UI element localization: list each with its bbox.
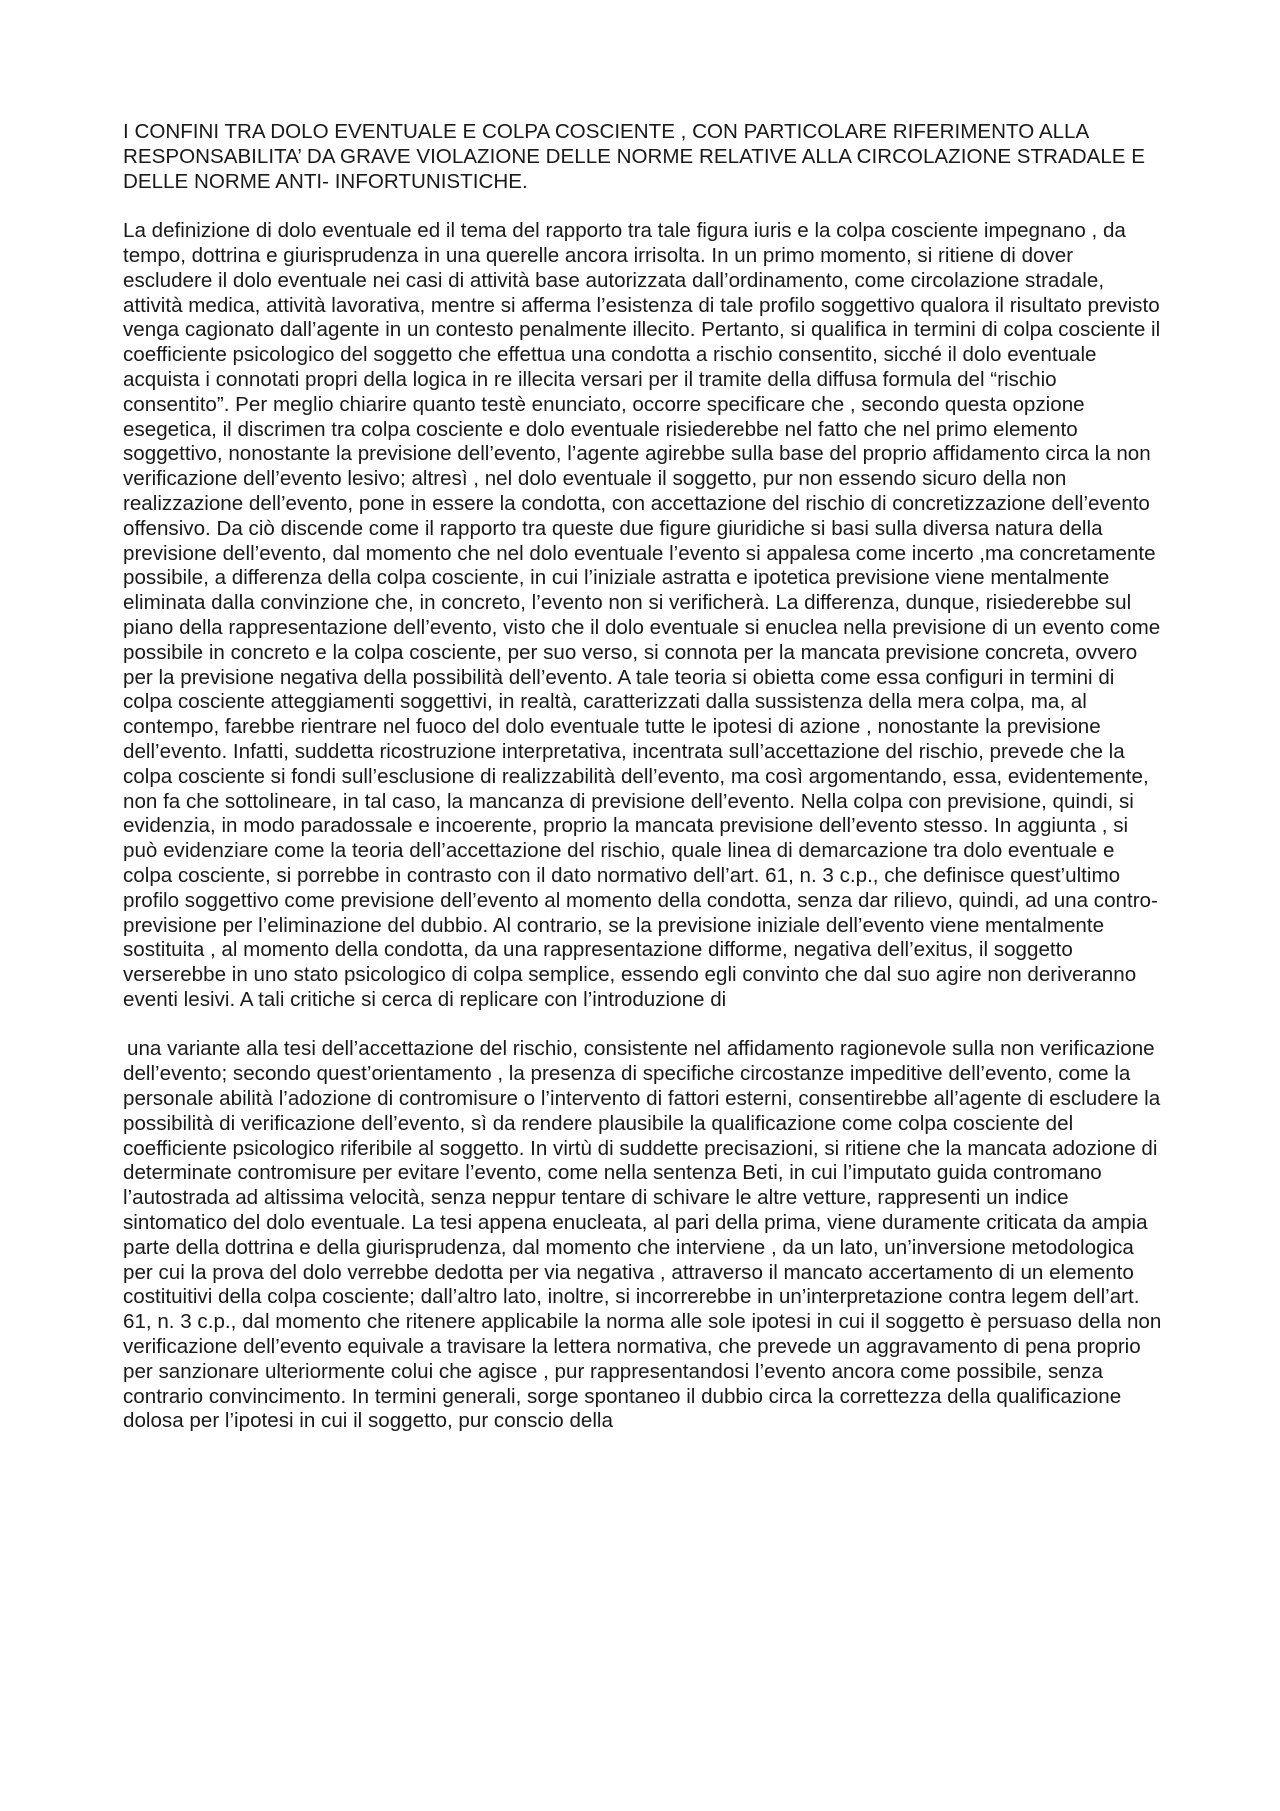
body-paragraph: una variante alla tesi dell’accettazione del rischio, consistente nel affidamento ragionevole sulla non verificazione dell’evento; secondo quest’orientamento , la presenza di specifiche circostanze impeditive dell’evento, come la personale abilità l’adozione di contromisure o l’intervento di fattori esterni, consentirebbe all’agente di escludere la possibilità di verificazione dell’evento, sì da rendere plausibile la qualificazione come colpa cosciente del coefficiente psicologico riferibile al soggetto. In virtù di suddette precisazioni, si ritiene che la mancata adozione di determinate contromisure per evitare l’evento, come nella sentenza Beti, in cui l’imputato guida contromano l’autostrada ad altissima velocità, senza neppur tentare di schivare le altre vetture, rappresenti un indice sintomatico del dolo eventuale. La tesi appena enucleata, al pari della prima, viene duramente criticata da ampia parte della dottrina e della giurisprudenza, dal momento che interviene , da un lato, un’inversione metodologica per cui la prova del dolo verrebbe dedotta per via negativa , attraverso il mancato accertamento di un elemento costituitivi della colpa cosciente; dall’altro lato, inoltre, si incorrerebbe in un’interpretazione contra legem dell’art. 61, n. 3 c.p., dal momento che ritenere applicabile la norma alle sole ipotesi in cui il soggetto è persuaso della non verificazione dell’evento equivale a travisare la lettera normativa, che prevede un aggravamento di pena proprio per sanzionare ulteriormente colui che agisce , pur rappresentandosi l’evento ancora come possibile, senza contrario convincimento. In termini generali, sorge spontaneo il dubbio circa la correttezza della qualificazione dolosa per l’ipotesi in cui il soggetto, pur conscio della [123,1037,1162,1433]
body-paragraph: La definizione di dolo eventuale ed il tema del rapporto tra tale figura iuris e la colpa cosciente impegnano , da tempo, dottrina e giurisprudenza in una querelle ancora irrisolta. In un primo momento, si ritiene di dover escludere il dolo eventuale nei casi di attività base autorizzata dall’ordinamento, come circolazione stradale, attività medica, attività lavorativa, mentre si afferma l’esistenza di tale profilo soggettivo qualora il risultato previsto venga cagionato dall’agente in un contesto penalmente illecito. Pertanto, si qualifica in termini di colpa cosciente il coefficiente psicologico del soggetto che effettua una condotta a rischio consentito, sicché il dolo eventuale acquista i connotati propri della logica in re illecita versari per il tramite della diffusa formula del “rischio consentito”. Per meglio chiarire quanto testè enunciato, occorre specificare che , secondo questa opzione esegetica, il discrimen tra colpa cosciente e dolo eventuale risiederebbe nel fatto che nel primo elemento soggettivo, nonostante la previsione dell’evento, l’agente agirebbe sulla base del proprio affidamento circa la non verificazione dell’evento lesivo; altresì , nel dolo eventuale il soggetto, pur non essendo sicuro della non realizzazione dell’evento, pone in essere la condotta, con accettazione del rischio di concretizzazione dell’evento offensivo. Da ciò discende come il rapporto tra queste due figure giuridiche si basi sulla diversa natura della previsione dell’evento, dal momento che nel dolo eventuale l’evento si appalesa come incerto ,ma concretamente possibile, a differenza della colpa cosciente, in cui l’iniziale astratta e ipotetica previsione viene mentalmente eliminata dalla convinzione che, in concreto, l’evento non si verificherà. La differenza, dunque, risiederebbe sul piano della rappresentazione dell’evento, visto che il dolo eventuale si enuclea nella previsione di un evento come possibile in concreto e la colpa cosciente, per suo verso, si connota per la mancata previsione concreta, ovvero per la previsione negativa della possibilità dell’evento. A tale teoria si obietta come essa configuri in termini di colpa cosciente atteggiamenti soggettivi, in realtà, caratterizzati dalla sussistenza della mera colpa, ma, al contempo, farebbe rientrare nel fuoco del dolo eventuale tutte le ipotesi di azione , nonostante la previsione dell’evento. Infatti, suddetta ricostruzione interpretativa, incentrata sull’accettazione del rischio, prevede che la colpa cosciente si fondi sull’esclusione di realizzabilità dell’evento, ma così argomentando, essa, evidentemente, non fa che sottolineare, in tal caso, la mancanza di previsione dell’evento. Nella colpa con previsione, quindi, si evidenzia, in modo paradossale e incoerente, proprio la mancata previsione dell’evento stesso. In aggiunta , si può evidenziare come la teoria dell’accettazione del rischio, quale linea di demarcazione tra dolo eventuale e colpa cosciente, si porrebbe in contrasto con il dato normativo dell’art. 61, n. 3 c.p., che definisce quest’ultimo profilo soggettivo come previsione dell’evento al momento della condotta, senza dar rilievo, quindi, ad una contro-previsione per l’eliminazione del dubbio. Al contrario, se la previsione iniziale dell’evento viene mentalmente sostituita , al momento della condotta, da una rappresentazione difforme, negativa dell’exitus, il soggetto verserebbe in uno stato psicologico di colpa semplice, essendo egli convinto che dal suo agire non deriveranno eventi lesivi. A tali critiche si cerca di replicare con l’introduzione di [123,219,1161,1011]
document-title: I CONFINI TRA DOLO EVENTUALE E COLPA COSCIENTE , CON PARTICOLARE RIFERIMENTO ALLA RESPONSABILITA’ DA GRAVE VIOLAZIONE DELLE NORME RELATIVE ALLA CIRCOLAZIONE STRADALE E DELLE NORME ANTI- INFORTUNISTICHE. [123,120,1145,193]
document-page [123,120,1163,1434]
